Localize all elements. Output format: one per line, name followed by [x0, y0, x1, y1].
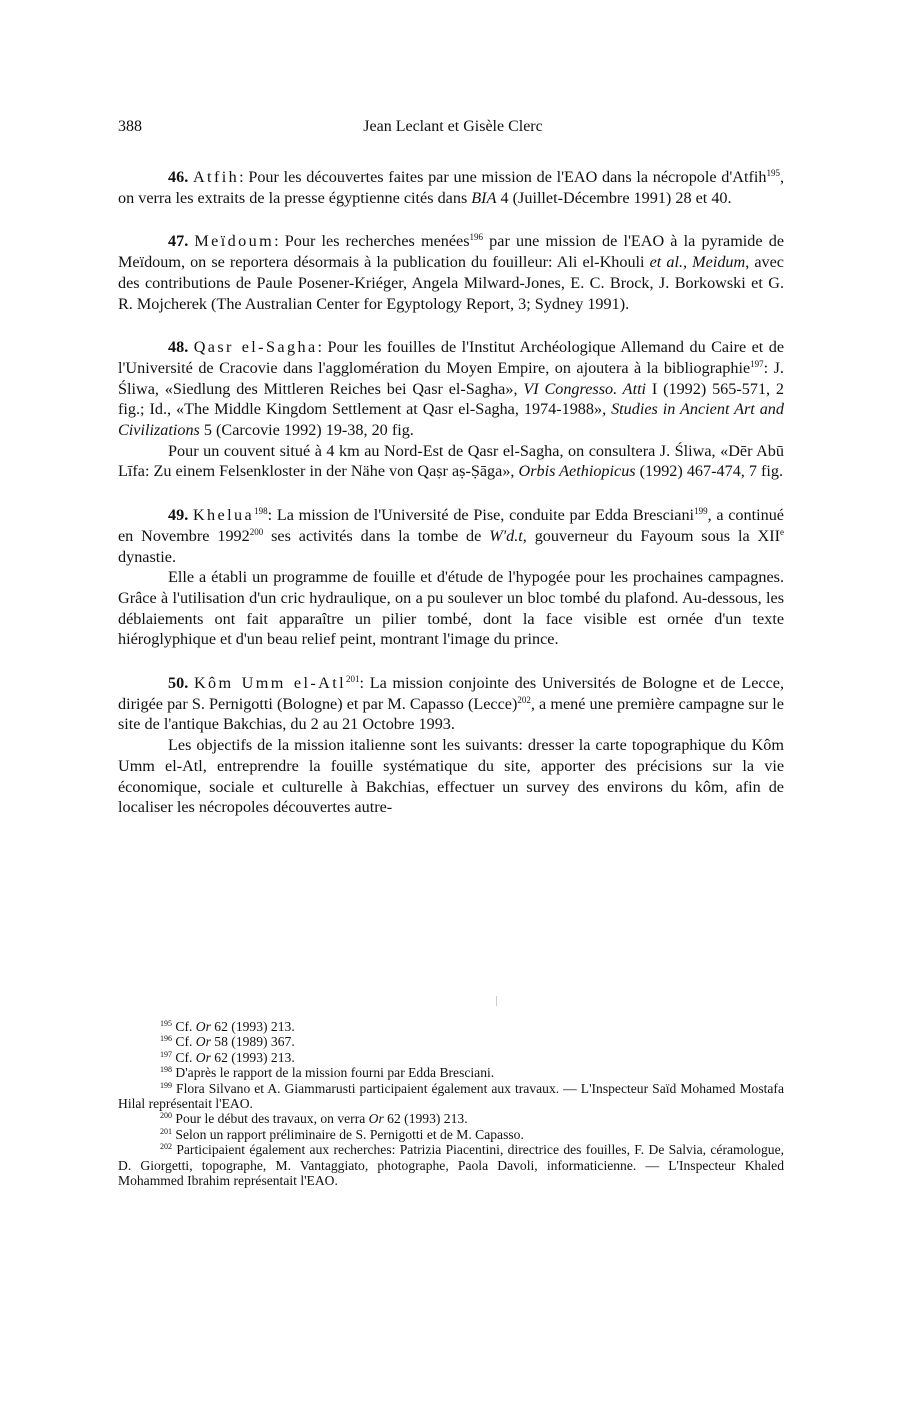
- text-run: : La mission de l'Université de Pise, conduite par Edda Bresciani: [267, 506, 695, 525]
- paragraph: [118, 505, 784, 567]
- site-name: Qasr el-Sagha: [193, 338, 318, 357]
- footnote: [118, 1081, 784, 1112]
- text-run: , avec des contributions de Paule Posener-Kriéger, Angela Milward-Jones, E. C. Brock, J. Borkowski et G. R. Mojcherek (The Australian Center for Egyptology Report, 3; Sydney 1991).: [118, 253, 784, 313]
- text-run: : Pour les recherches menées: [274, 232, 470, 251]
- body-text: [118, 167, 784, 841]
- section-number: 47.: [168, 232, 189, 251]
- text-run: 4 (Juillet-Décembre 1991) 28 et 40.: [496, 188, 732, 207]
- italic-text: VI Congresso. Atti: [523, 379, 647, 398]
- text-run: , on verra les extraits de la presse égyptienne cités dans: [118, 168, 784, 207]
- paragraph: [118, 231, 784, 314]
- section-50: [118, 673, 784, 818]
- site-name: Atfih: [192, 168, 240, 186]
- text-run: Les objectifs de la mission italienne sont les suivants: dresser la carte topographique du Kôm Umm el-Atl, entreprendre la fouille systématique du site, apporter des précisions sur la vie économique, sociale et culturelle à Bakchias, effectuer un survey des environs du kôm, afin de localiser les nécropoles découvertes autre-: [118, 736, 784, 817]
- text-run: 58 (1989) 367.: [210, 1034, 295, 1050]
- section-number: 48.: [168, 338, 189, 357]
- section-number: 46.: [168, 168, 189, 186]
- text-run: Pour un couvent situé à 4 km au Nord-Est de Qasr el-Sagha, on consultera J. Śliwa, «Dēr Abū Līfa: Zu einem Felsenkloster in der Nähe von Qaṣr aṣ-Ṣāga»,: [118, 441, 784, 481]
- paragraph: [118, 337, 784, 441]
- text-run: : Pour les fouilles de l'Institut Archéologique Allemand du Caire et de l'Université de Cracovie dans l'agglomération du Moyen Empire, on ajoutera à la bibliographie: [118, 338, 784, 377]
- footnote: [118, 1019, 784, 1034]
- footnote: [118, 1050, 784, 1065]
- page-header: [118, 118, 788, 140]
- paragraph: [118, 567, 784, 650]
- text-run: : La mission conjointe des Universités de Bologne et de Lecce, dirigée par S. Pernigotti (Bologne) et par M. Capasso (Lecce): [118, 674, 785, 713]
- running-head: Jean Leclant et Gisèle Clerc: [363, 118, 543, 135]
- text-run: Cf.: [172, 1049, 196, 1065]
- footnote: [118, 1065, 784, 1080]
- text-run: : Pour les découvertes faites par une mission de l'EAO dans la nécropole d'Atfih: [239, 168, 767, 186]
- section-48: [118, 337, 784, 482]
- text-run: Selon un rapport préliminaire de S. Pernigotti et de M. Capasso.: [172, 1126, 524, 1142]
- note-reference: 198: [254, 506, 268, 517]
- text-run: 5 (Carcovie 1992) 19-38, 20 fig.: [199, 421, 414, 440]
- text-run: 62 (1993) 213.: [383, 1111, 468, 1127]
- footnote-separator: [496, 996, 497, 1006]
- text-run: (1992) 467-474, 7 fig.: [635, 462, 784, 481]
- note-reference: 202: [160, 1142, 172, 1152]
- text-run: Cf.: [172, 1019, 196, 1034]
- text-run: I (1992) 565-571, 2 fig.; Id., «The Middle Kingdom Settlement at Qasr el-Sagha, 1974-1988»,: [118, 379, 784, 419]
- section-number: 49.: [168, 506, 189, 525]
- text-run: Flora Silvano et A. Giammarusti participaient également aux travaux. — L'Inspecteur Saïd Mohamed Mostafa Hilal représentait l'EAO.: [118, 1080, 784, 1112]
- note-reference: 199: [160, 1080, 172, 1090]
- paragraph: [118, 673, 784, 735]
- note-reference: 197: [160, 1049, 172, 1059]
- note-reference: 195: [766, 168, 780, 178]
- site-name: Khelua: [192, 506, 255, 525]
- text-run: D'après le rapport de la mission fourni par Edda Bresciani.: [172, 1065, 495, 1081]
- footnotes: [118, 1019, 784, 1188]
- note-reference: 200: [160, 1111, 172, 1121]
- note-reference: 201: [160, 1126, 172, 1136]
- italic-text: Or: [368, 1111, 384, 1127]
- footnote: [118, 1034, 784, 1049]
- note-reference: 195: [160, 1019, 172, 1028]
- italic-text: Or: [195, 1019, 211, 1034]
- text-run: , a mené une première campagne sur le site de l'antique Bakchias, du 2 au 21 Octobre 1993.: [118, 694, 784, 734]
- text-run: : J. Śliwa, «Siedlung des Mittleren Reiches bei Qasr el-Sagha»,: [118, 358, 784, 398]
- italic-text: W'd.t: [489, 526, 523, 545]
- italic-text: Orbis Aethiopicus: [518, 462, 636, 481]
- paragraph: [118, 441, 784, 482]
- italic-text: BIA: [471, 188, 497, 207]
- section-47: [118, 231, 784, 314]
- footnote: [118, 1111, 784, 1126]
- note-reference: 200: [249, 526, 264, 537]
- text-run: Cf.: [172, 1034, 196, 1050]
- site-name: Meïdoum: [194, 232, 275, 251]
- text-run: , a continué en Novembre 1992: [118, 506, 784, 545]
- note-reference: 199: [694, 506, 708, 517]
- note-reference: 198: [160, 1065, 172, 1075]
- text-run: Pour le début des travaux, on verra: [172, 1111, 369, 1127]
- paragraph: [118, 167, 784, 208]
- section-46: [118, 167, 784, 208]
- text-run: Elle a établi un programme de fouille et d'étude de l'hypogée pour les prochaines campagnes. Grâce à l'utilisation d'un cric hydraulique, on a pu soulever un bloc tombé du plafond. Au-dessous, les déblaiements ont fait apparaître un pilier tombé, dont la face visible est ornée d'un texte hiéroglyphique et d'un beau relief peint, montrant l'image du prince.: [118, 568, 784, 649]
- text-run: dynastie.: [118, 547, 176, 566]
- text-run: Participaient également aux recherches: Patrizia Piacentini, directrice des fouilles, F. De Salvia, céramologue, D. Giorgetti, topographe, M. Vantaggiato, photographe, Paola Davoli, informaticienne. — L'Inspecteur Khaled Mohammed Ibrahim représentait l'EAO.: [118, 1142, 784, 1189]
- text-run: 62 (1993) 213.: [210, 1019, 295, 1034]
- text-run: par une mission de l'EAO à la pyramide de Meïdoum, on se reportera désormais à la publication du fouilleur: Ali el-Khouli: [118, 232, 785, 272]
- page-number: 388: [118, 118, 142, 135]
- note-reference: e: [780, 526, 784, 537]
- section-number: 50.: [168, 674, 189, 693]
- text-run: 62 (1993) 213.: [210, 1049, 295, 1065]
- note-reference: 196: [469, 232, 484, 243]
- italic-text: Studies in Ancient Art and Civilizations: [118, 400, 784, 440]
- text-run: ses activités dans la tombe de: [263, 526, 490, 545]
- text-run: , gouverneur du Fayoum sous la XII: [522, 526, 780, 545]
- italic-text: Or: [195, 1034, 211, 1050]
- note-reference: 196: [160, 1034, 172, 1044]
- site-name: Kôm Umm el-Atl: [193, 674, 347, 693]
- footnote: [118, 1142, 784, 1188]
- italic-text: Or: [195, 1049, 211, 1065]
- section-49: [118, 505, 784, 650]
- note-reference: 202: [517, 694, 531, 705]
- note-reference: 197: [750, 358, 764, 369]
- italic-text: et al., Meidum: [649, 253, 746, 272]
- paragraph: [118, 735, 784, 818]
- note-reference: 201: [346, 674, 360, 685]
- footnote: [118, 1127, 784, 1142]
